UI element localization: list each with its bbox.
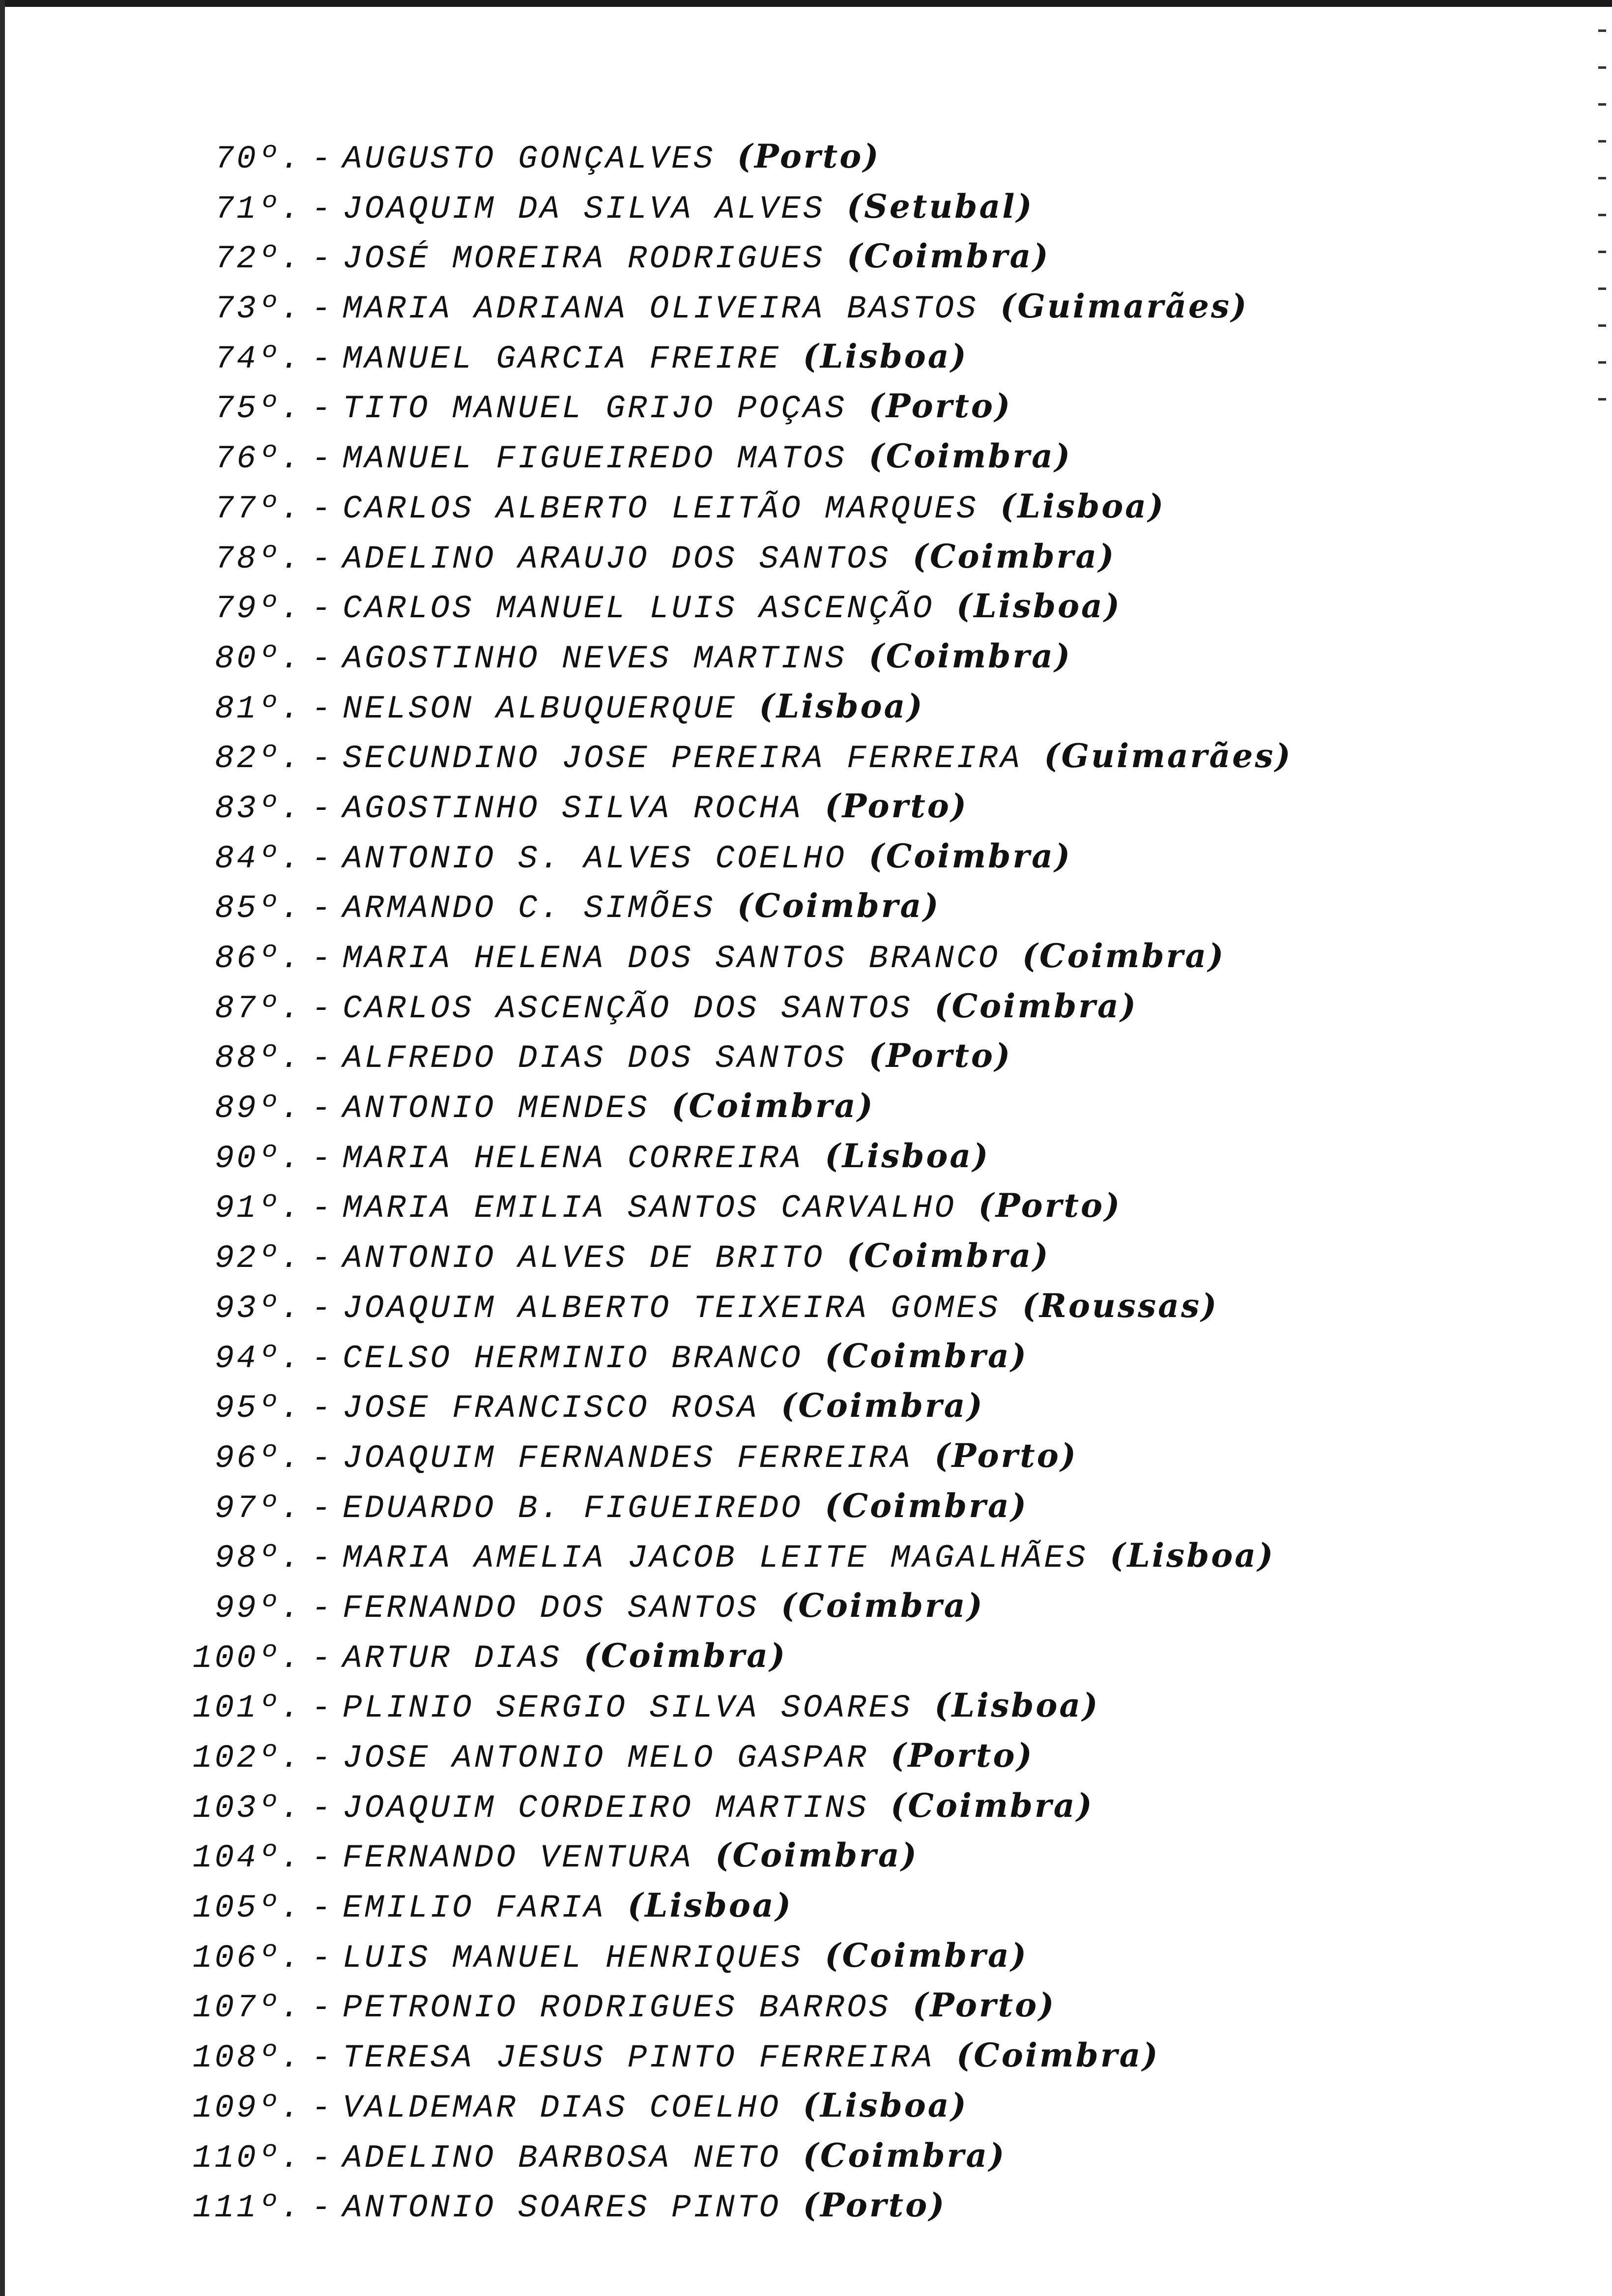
entry-city: (Porto)	[868, 387, 1012, 426]
list-item	[187, 1431, 1514, 1481]
entry-separator: -	[311, 990, 334, 1027]
list-item	[187, 1081, 1514, 1131]
entry-separator: -	[311, 1789, 334, 1827]
entry-number: 99º.	[214, 1589, 302, 1627]
list-item	[187, 1531, 1514, 1581]
list-item	[187, 1781, 1514, 1831]
entry-city: (Guimarães)	[1000, 287, 1249, 326]
entry-city: (Coimbra)	[825, 1486, 1028, 1525]
entry-name: CARLOS ASCENÇÃO DOS SANTOS	[343, 990, 913, 1027]
list-item	[187, 2131, 1514, 2181]
list-item	[187, 981, 1514, 1032]
entry-number: 75º.	[214, 390, 302, 428]
entry-separator: -	[311, 2039, 334, 2077]
entry-city: (Porto)	[978, 1186, 1122, 1225]
entry-city: (Coimbra)	[825, 1336, 1028, 1375]
entry-name: AGOSTINHO SILVA ROCHA	[343, 790, 803, 827]
list-item	[187, 581, 1514, 631]
entry-name: JOAQUIM ALBERTO TEIXEIRA GOMES	[343, 1290, 1001, 1327]
entry-separator: -	[311, 1040, 334, 1077]
entry-name: FERNANDO VENTURA	[343, 1839, 693, 1877]
entry-name: VALDEMAR DIAS COELHO	[343, 2089, 781, 2126]
entry-city: (Guimarães)	[1044, 737, 1293, 775]
entry-separator: -	[311, 840, 334, 877]
entry-number: 89º.	[214, 1090, 302, 1127]
entry-number: 97º.	[214, 1490, 302, 1527]
entry-separator: -	[311, 141, 334, 177]
entry-city: (Coimbra)	[912, 537, 1116, 575]
list-item	[187, 132, 1514, 182]
entry-number: 106º.	[192, 1939, 302, 1977]
entry-number: 91º.	[214, 1190, 302, 1227]
entry-name: TITO MANUEL GRIJO POÇAS	[343, 390, 847, 428]
list-item	[187, 431, 1514, 482]
entry-separator: -	[311, 540, 334, 577]
entry-separator: -	[311, 390, 334, 428]
entry-number: 77º.	[214, 490, 302, 527]
list-item	[187, 1731, 1514, 1781]
entry-city: (Coimbra)	[825, 1936, 1028, 1975]
entry-city: (Lisboa)	[956, 587, 1122, 626]
entry-city: (Coimbra)	[956, 2036, 1160, 2075]
entry-city: (Porto)	[912, 1986, 1056, 2025]
list-item	[187, 682, 1514, 732]
entry-city: (Coimbra)	[781, 1386, 984, 1425]
entry-name: JOSÉ MOREIRA RODRIGUES	[343, 240, 825, 278]
entry-name: JOSE ANTONIO MELO GASPAR	[343, 1740, 869, 1777]
entry-name: ALFREDO DIAS DOS SANTOS	[343, 1040, 847, 1077]
entry-number: 94º.	[214, 1340, 302, 1377]
entry-separator: -	[311, 2089, 334, 2126]
entry-number: 80º.	[214, 640, 302, 677]
entry-separator: -	[311, 1140, 334, 1177]
entry-city: (Lisboa)	[759, 687, 924, 725]
page-left-border	[0, 0, 5, 2296]
entry-city: (Lisboa)	[825, 1136, 990, 1175]
entry-city: (Coimbra)	[1022, 937, 1226, 975]
list-item	[187, 1931, 1514, 1981]
entry-city: (Porto)	[803, 2186, 947, 2225]
entry-number: 95º.	[214, 1390, 302, 1427]
list-item	[187, 881, 1514, 931]
entry-number: 101º.	[192, 1690, 302, 1727]
entry-city: (Coimbra)	[868, 636, 1072, 675]
entry-number: 96º.	[214, 1439, 302, 1477]
list-item	[187, 1231, 1514, 1281]
list-item	[187, 381, 1514, 431]
entry-name: SECUNDINO JOSE PEREIRA FERREIRA	[343, 740, 1022, 777]
entry-name: JOAQUIM FERNANDES FERREIRA	[343, 1439, 913, 1477]
entry-separator: -	[311, 190, 334, 228]
list-item	[187, 631, 1514, 682]
list-item	[187, 1881, 1514, 1931]
entry-number: 85º.	[214, 890, 302, 927]
entry-separator: -	[311, 1290, 334, 1327]
entry-number: 105º.	[192, 1890, 302, 1927]
entry-list	[187, 132, 1514, 2231]
entry-separator: -	[311, 1639, 334, 1677]
list-item	[187, 1681, 1514, 1731]
entry-separator: -	[311, 1540, 334, 1577]
entry-name: MANUEL FIGUEIREDO MATOS	[343, 440, 847, 478]
entry-name: TERESA JESUS PINTO FERREIRA	[343, 2039, 935, 2077]
entry-separator: -	[311, 1490, 334, 1527]
entry-name: ANTONIO S. ALVES COELHO	[343, 840, 847, 877]
list-item	[187, 731, 1514, 781]
entry-name: MARIA AMELIA JACOB LEITE MAGALHÃES	[343, 1540, 1088, 1577]
entry-name: ANTONIO SOARES PINTO	[343, 2189, 781, 2227]
entry-city: (Lisboa)	[1110, 1536, 1275, 1575]
entry-separator: -	[311, 490, 334, 527]
entry-name: MARIA ADRIANA OLIVEIRA BASTOS	[343, 290, 979, 328]
list-item	[187, 1181, 1514, 1231]
entry-number: 88º.	[214, 1040, 302, 1077]
list-item	[187, 182, 1514, 232]
entry-separator: -	[311, 790, 334, 827]
list-item	[187, 1631, 1514, 1681]
entry-number: 111º.	[192, 2189, 302, 2227]
entry-city: (Lisboa)	[803, 337, 968, 375]
entry-number: 82º.	[214, 740, 302, 777]
margin-tick-marks	[1591, 20, 1606, 423]
entry-separator: -	[311, 940, 334, 977]
list-item	[187, 1481, 1514, 1531]
entry-separator: -	[311, 1690, 334, 1727]
entry-city: (Coimbra)	[583, 1636, 787, 1675]
entry-name: MANUEL GARCIA FREIRE	[343, 340, 781, 377]
entry-number: 81º.	[214, 690, 302, 727]
entry-name: CARLOS MANUEL LUIS ASCENÇÃO	[343, 590, 935, 628]
list-item	[187, 2181, 1514, 2231]
entry-separator: -	[311, 1740, 334, 1777]
entry-number: 92º.	[214, 1240, 302, 1277]
entry-number: 107º.	[192, 1989, 302, 2027]
entry-city: (Coimbra)	[868, 437, 1072, 476]
list-item	[187, 1281, 1514, 1331]
list-item	[187, 1131, 1514, 1181]
entry-name: ADELINO ARAUJO DOS SANTOS	[343, 540, 891, 577]
list-item	[187, 931, 1514, 981]
entry-number: 73º.	[214, 290, 302, 328]
entry-number: 100º.	[192, 1639, 302, 1677]
entry-separator: -	[311, 2189, 334, 2227]
entry-number: 93º.	[214, 1290, 302, 1327]
entry-number: 110º.	[192, 2139, 302, 2177]
entry-number: 104º.	[192, 1839, 302, 1877]
list-item	[187, 1831, 1514, 1881]
list-item	[187, 282, 1514, 332]
entry-name: ANTONIO ALVES DE BRITO	[343, 1240, 825, 1277]
entry-name: ADELINO BARBOSA NETO	[343, 2139, 781, 2177]
entry-name: EMILIO FARIA	[343, 1890, 606, 1927]
entry-city: (Coimbra)	[934, 986, 1138, 1025]
entry-name: EDUARDO B. FIGUEIREDO	[343, 1490, 803, 1527]
entry-city: (Coimbra)	[868, 836, 1072, 875]
entry-number: 87º.	[214, 990, 302, 1027]
entry-separator: -	[311, 1240, 334, 1277]
entry-separator: -	[311, 1939, 334, 1977]
entry-name: MARIA HELENA CORREIRA	[343, 1140, 803, 1177]
entry-name: NELSON ALBUQUERQUE	[343, 690, 737, 727]
entry-separator: -	[311, 290, 334, 328]
entry-city: (Coimbra)	[671, 1087, 875, 1125]
entry-city: (Lisboa)	[803, 2086, 968, 2124]
list-item	[187, 1381, 1514, 1431]
list-item	[187, 482, 1514, 532]
entry-number: 71º.	[214, 190, 302, 228]
entry-number: 109º.	[192, 2089, 302, 2126]
entry-separator: -	[311, 690, 334, 727]
entry-name: ANTONIO MENDES	[343, 1090, 650, 1127]
entry-city: (Lisboa)	[627, 1886, 793, 1925]
entry-city: (Porto)	[737, 137, 881, 175]
entry-name: AUGUSTO GONÇALVES	[343, 141, 716, 177]
entry-city: (Porto)	[868, 1036, 1012, 1075]
entry-separator: -	[311, 1839, 334, 1877]
entry-number: 84º.	[214, 840, 302, 877]
entry-name: CELSO HERMINIO BRANCO	[343, 1340, 803, 1377]
entry-city: (Coimbra)	[846, 237, 1050, 276]
entry-city: (Coimbra)	[891, 1786, 1094, 1825]
entry-separator: -	[311, 440, 334, 478]
entry-name: PETRONIO RODRIGUES BARROS	[343, 1989, 891, 2027]
entry-number: 86º.	[214, 940, 302, 977]
entry-name: AGOSTINHO NEVES MARTINS	[343, 640, 847, 677]
entry-separator: -	[311, 1589, 334, 1627]
entry-separator: -	[311, 1190, 334, 1227]
entry-separator: -	[311, 1890, 334, 1927]
entry-city: (Porto)	[825, 786, 968, 825]
entry-city: (Coimbra)	[737, 887, 941, 925]
entry-city: (Coimbra)	[781, 1586, 984, 1625]
entry-number: 78º.	[214, 540, 302, 577]
entry-city: (Porto)	[891, 1736, 1034, 1775]
entry-number: 79º.	[214, 590, 302, 628]
entry-name: ARMANDO C. SIMÕES	[343, 890, 716, 927]
entry-number: 102º.	[192, 1740, 302, 1777]
entry-city: (Lisboa)	[1000, 487, 1166, 525]
entry-separator: -	[311, 740, 334, 777]
entry-separator: -	[311, 340, 334, 377]
entry-name: ARTUR DIAS	[343, 1639, 562, 1677]
entry-separator: -	[311, 240, 334, 278]
entry-name: JOAQUIM CORDEIRO MARTINS	[343, 1789, 869, 1827]
list-item	[187, 1980, 1514, 2031]
entry-city: (Roussas)	[1022, 1286, 1219, 1325]
entry-number: 74º.	[214, 340, 302, 377]
entry-separator: -	[311, 1989, 334, 2027]
entry-number: 70º.	[214, 141, 302, 177]
entry-name: CARLOS ALBERTO LEITÃO MARQUES	[343, 490, 979, 527]
entry-name: PLINIO SERGIO SILVA SOARES	[343, 1690, 913, 1727]
entry-separator: -	[311, 640, 334, 677]
entry-city: (Coimbra)	[803, 2136, 1007, 2175]
entry-city: (Porto)	[934, 1436, 1078, 1475]
entry-separator: -	[311, 1439, 334, 1477]
entry-separator: -	[311, 1390, 334, 1427]
entry-city: (Lisboa)	[934, 1686, 1100, 1725]
list-item	[187, 1031, 1514, 1081]
list-item	[187, 332, 1514, 382]
entry-separator: -	[311, 890, 334, 927]
entry-number: 76º.	[214, 440, 302, 478]
list-item	[187, 2081, 1514, 2131]
list-item	[187, 832, 1514, 882]
entry-city: (Coimbra)	[715, 1836, 919, 1875]
entry-name: MARIA HELENA DOS SANTOS BRANCO	[343, 940, 1001, 977]
entry-name: JOAQUIM DA SILVA ALVES	[343, 190, 825, 228]
list-item	[187, 1331, 1514, 1381]
entry-name: JOSE FRANCISCO ROSA	[343, 1390, 759, 1427]
list-item	[187, 532, 1514, 582]
entry-number: 98º.	[214, 1540, 302, 1577]
entry-name: LUIS MANUEL HENRIQUES	[343, 1939, 803, 1977]
entry-name: FERNANDO DOS SANTOS	[343, 1589, 759, 1627]
entry-city: (Coimbra)	[846, 1236, 1050, 1275]
entry-number: 83º.	[214, 790, 302, 827]
list-item	[187, 781, 1514, 832]
entry-number: 108º.	[192, 2039, 302, 2077]
entry-city: (Setubal)	[846, 187, 1034, 226]
entry-name: MARIA EMILIA SANTOS CARVALHO	[343, 1190, 956, 1227]
entry-separator: -	[311, 590, 334, 628]
entry-separator: -	[311, 1090, 334, 1127]
entry-separator: -	[311, 1340, 334, 1377]
list-item	[187, 2031, 1514, 2081]
list-item	[187, 231, 1514, 282]
page-top-border	[0, 0, 1612, 7]
entry-number: 103º.	[192, 1789, 302, 1827]
entry-number: 72º.	[214, 240, 302, 278]
entry-separator: -	[311, 2139, 334, 2177]
list-item	[187, 1581, 1514, 1631]
entry-number: 90º.	[214, 1140, 302, 1177]
